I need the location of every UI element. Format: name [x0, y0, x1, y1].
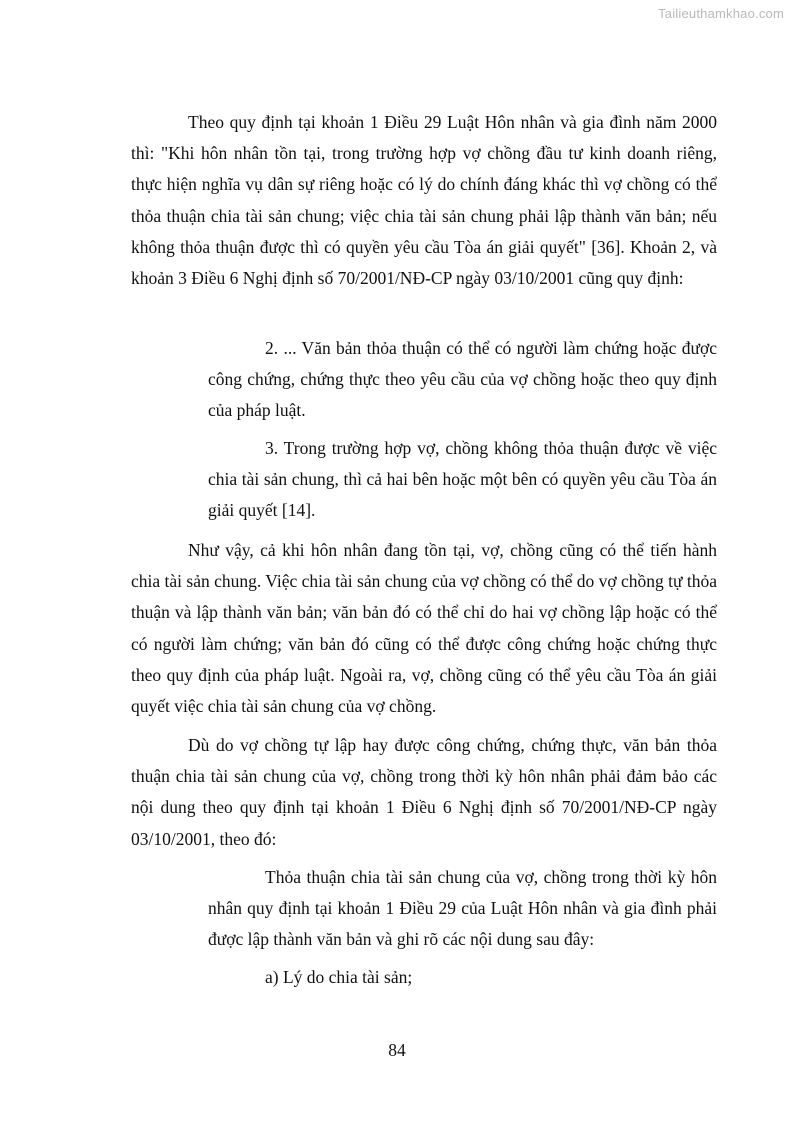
quote-item-2: 2. ... Văn bản thỏa thuận có thể có người làm chứng hoặc được công chứng, chứng thực theo yêu cầu của vợ chồng hoặc theo quy định của pháp luật. — [208, 338, 717, 421]
quote-intro: Thỏa thuận chia tài sản chung của vợ, chồng trong thời kỳ hôn nhân quy định tại khoản 1 Điều 29 của Luật Hôn nhân và gia đình phải được lập thành văn bản và ghi rõ các nội dung sau đây: — [208, 867, 717, 950]
quote-item-a: a) Lý do chia tài sản; — [265, 967, 413, 987]
paragraph-2: Như vậy, cả khi hôn nhân đang tồn tại, vợ, chồng cũng có thể tiến hành chia tài sản chung. Việc chia tài sản chung của vợ chồng có thể do vợ chồng tự thỏa thuận và lập thành văn bản; văn bản đó có thể chỉ do hai vợ chồng lập hoặc có thể có người làm chứng; văn bản đó cũng có thể được công chứng hoặc chứng thực theo quy định của pháp luật. Ngoài ra, vợ, chồng cũng có thể yêu cầu Tòa án giải quyết việc chia tài sản chung của vợ chồng. — [131, 540, 717, 717]
quote-item-3: 3. Trong trường hợp vợ, chồng không thỏa thuận được về việc chia tài sản chung, thì cả hai bên hoặc một bên có quyền yêu cầu Tòa án giải quyết [14]. — [208, 438, 717, 521]
paragraph-1: Theo quy định tại khoản 1 Điều 29 Luật Hôn nhân và gia đình năm 2000 thì: "Khi hôn nhân tồn tại, trong trường hợp vợ chồng đầu tư kinh doanh riêng, thực hiện nghĩa vụ dân sự riêng hoặc có lý do chính đáng khác thì vợ chồng có thể thỏa thuận chia tài sản chung; việc chia tài sản chung phải lập thành văn bản; nếu không thỏa thuận được thì có quyền yêu cầu Tòa án giải quyết" [36]. Khoản 2, và khoản 3 Điều 6 Nghị định số 70/2001/NĐ-CP ngày 03/10/2001 cũng quy định: — [131, 112, 717, 289]
paragraph-3: Dù do vợ chồng tự lập hay được công chứng, chứng thực, văn bản thỏa thuận chia tài sản chung của vợ, chồng trong thời kỳ hôn nhân phải đảm bảo các nội dung theo quy định tại khoản 1 Điều 6 Nghị định số 70/2001/NĐ-CP ngày 03/10/2001, theo đó: — [131, 735, 717, 849]
page-number: 84 — [388, 1040, 406, 1060]
watermark: Tailieuthamkhao.com — [658, 6, 784, 21]
